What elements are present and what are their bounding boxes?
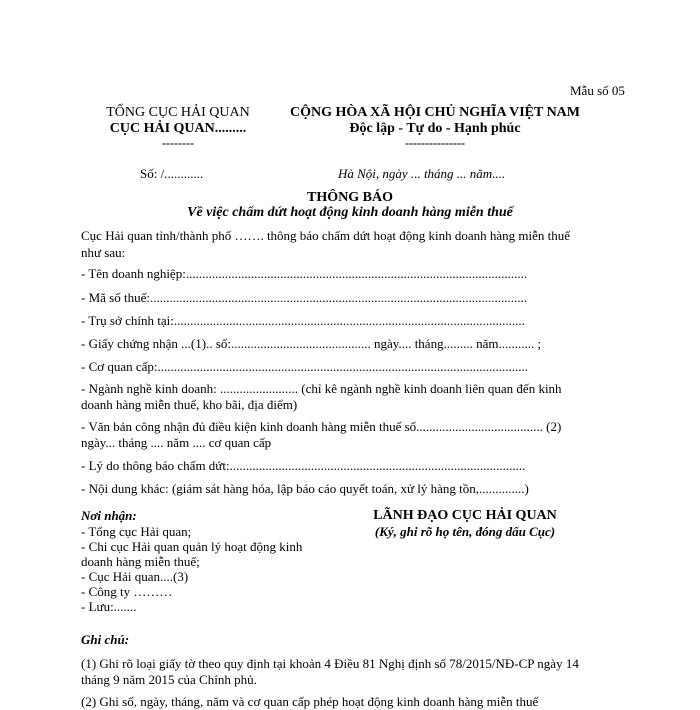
issuing-agency-field: - Cơ quan cấp:.................................................................................................................. (81, 359, 529, 374)
note-1: (1) Ghi rõ loại giấy tờ theo quy định tại khoản 4 Điều 81 Nghị định số 78/2015/NĐ-CP ngày 14 (81, 656, 579, 671)
note-2: (2) Ghi số, ngày, tháng, năm và cơ quan cấp phép hoạt động kinh doanh hàng miễn thuế (81, 694, 539, 709)
issuer-header (88, 105, 268, 149)
recipient-item: - Cục Hải quan....(3) (81, 569, 189, 584)
recipient-item: - Lưu:....... (81, 599, 137, 614)
nation-divider: --------------- (405, 136, 465, 150)
nation-name: CỘNG HÒA XÃ HỘI CHỦ NGHĨA VIỆT NAM (289, 105, 580, 120)
document-number: Số: /............ (140, 166, 204, 181)
recognition-field-cont: ngày... tháng .... năm .... cơ quan cấp (81, 435, 272, 450)
business-line-field: - Ngành nghề kinh doanh: ........................ (chỉ kê ngành nghề kinh doanh liên quan đến kinh (81, 381, 562, 396)
nation-header (270, 105, 600, 149)
recipient-item: - Chi cục Hải quan quản lý hoạt động kinh (81, 539, 303, 554)
recipient-item: - Tổng cục Hải quan; (81, 524, 192, 539)
recipient-item: - Công ty ……… (81, 584, 173, 599)
document-subtitle: Về việc chấm dứt hoạt động kinh doanh hàng miễn thuế (187, 205, 513, 220)
place-date: Hà Nội, ngày ... tháng ... năm.... (338, 166, 506, 181)
issuer-agency: CỤC HẢI QUAN......... (109, 121, 247, 136)
recognition-field: - Văn bản công nhận đủ điều kiện kinh doanh hàng miễn thuế số....................................... (2) (81, 419, 562, 434)
tax-code-field: - Mã số thuế:.................................................................................................................... (81, 290, 527, 305)
signature-block (345, 508, 585, 540)
recipients-block (81, 508, 302, 614)
reason-field: - Lý do thông báo chấm dứt:........................................................................................... (81, 458, 526, 473)
other-content-field: - Nội dung khác: (giám sát hàng hóa, lập báo cáo quyết toán, xử lý hàng tồn,..............) (81, 481, 529, 496)
signature-note: (Ký, ghi rõ họ tên, đóng dấu Cục) (374, 524, 556, 539)
nation-motto: Độc lập - Tự do - Hạnh phúc (349, 121, 521, 136)
head-office-field: - Trụ sở chính tại:............................................................................................................ (81, 313, 525, 328)
notes-label: Ghi chú: (81, 632, 130, 647)
intro-line-2: như sau: (81, 245, 126, 260)
form-number: Mẫu số 05 (570, 83, 625, 98)
business-line-field-cont: doanh hàng miễn thuế, kho bãi, địa điểm) (81, 397, 298, 412)
recipients-label: Nơi nhận: (81, 508, 137, 523)
issuer-parent-agency: TỔNG CỤC HẢI QUAN (106, 105, 250, 120)
signature-title: LÃNH ĐẠO CỤC HẢI QUAN (373, 508, 557, 523)
certificate-field: - Giấy chứng nhận ...(1).. số:........................................... ngày.... tháng......... năm........... ; (81, 336, 542, 351)
company-name-field: - Tên doanh nghiệp:......................................................................................................... (81, 266, 528, 281)
recipient-item: doanh hàng miễn thuế; (81, 554, 200, 569)
document-title: THÔNG BÁO (307, 190, 393, 205)
intro-line-1: Cục Hải quan tỉnh/thành phố ……. thông báo chấm dứt hoạt động kinh doanh hàng miễn thuế (81, 228, 571, 243)
issuer-divider: -------- (162, 136, 194, 150)
note-1-cont: tháng 9 năm 2015 của Chính phủ. (81, 672, 257, 687)
